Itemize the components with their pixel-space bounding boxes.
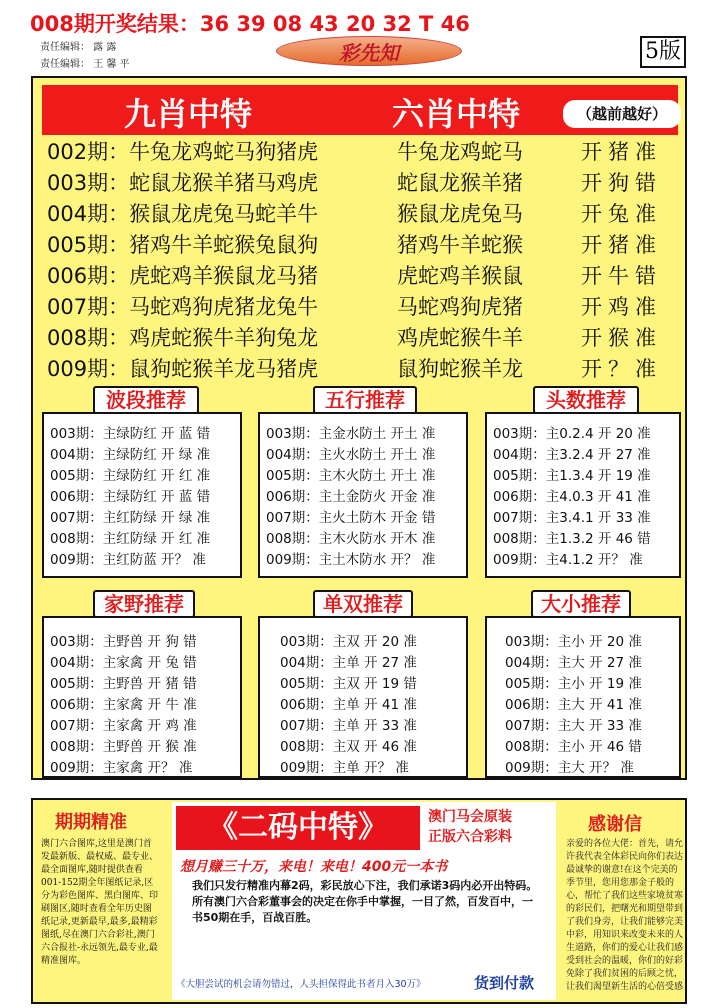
side-label-1: 澳门马会原装 xyxy=(428,809,512,825)
list-item: 007期：主家禽 开 鸡 准 xyxy=(50,718,197,734)
edition-badge: 5版 xyxy=(640,36,686,68)
list-item: 009期：主4.1.2 开？ 准 xyxy=(493,552,643,568)
section-title-domestic-wild: 家野推荐 xyxy=(93,590,195,618)
title-nine-zodiac: 九肖中特 xyxy=(124,95,253,133)
list-item: 008期：主小 开 46 错 xyxy=(505,739,642,755)
list-item: 007期：主单 开 33 准 xyxy=(280,718,417,734)
row-period: 007期：马蛇鸡狗虎猪龙兔牛 xyxy=(47,295,319,319)
row-result: 开猪准 xyxy=(581,140,662,164)
list-item: 005期：主1.3.4 开 19 准 xyxy=(493,468,651,484)
list-item: 004期：主绿防红 开 绿 准 xyxy=(50,447,211,463)
list-item: 006期：主单 开 41 准 xyxy=(280,697,417,713)
list-item: 004期：主单 开 27 准 xyxy=(280,655,417,671)
list-item: 008期：主1.3.2 开 46 错 xyxy=(493,531,651,547)
ad-body: 我们只发行精准内幕2码，彩民放心下注，我们承诺3码内必开出特码。所有澳门六合彩董事会的决定在你手中掌握，一目了然，百发百中，一书50期在手，百战百胜。 xyxy=(192,879,538,924)
list-item: 008期：主红防绿 开 红 准 xyxy=(50,531,211,547)
row-six: 虎蛇鸡羊猴鼠 xyxy=(397,264,523,288)
list-item: 003期：主0.2.4 开 20 准 xyxy=(493,426,651,442)
list-item: 007期：主火土防木 开金 错 xyxy=(266,510,436,526)
row-result: 开猴准 xyxy=(581,326,662,350)
list-item: 006期：主绿防红 开 蓝 错 xyxy=(50,489,211,505)
section-box-big-small xyxy=(485,616,681,778)
section-box-domestic-wild xyxy=(42,616,242,778)
row-period: 006期：虎蛇鸡羊猴鼠龙马猪 xyxy=(47,264,319,288)
row-six: 牛兔龙鸡蛇马 xyxy=(397,140,523,164)
list-item: 003期：主绿防红 开 蓝 错 xyxy=(50,426,211,442)
left-panel-title: 期期精准 xyxy=(55,812,127,833)
list-item: 005期：主野兽 开 猪 错 xyxy=(50,676,197,692)
list-item: 003期：主双 开 20 准 xyxy=(280,634,417,650)
list-item: 006期：主土金防火 开金 准 xyxy=(266,489,436,505)
cash-on-delivery: 货到付款 xyxy=(474,974,535,992)
row-result: 开狗错 xyxy=(581,171,662,195)
row-result: 开牛错 xyxy=(581,264,662,288)
right-panel-body: 亲爱的各位大佬：首先，请允许我代表全体彩民向你们表达最诚挚的谢意!在这个完美的季节里，您用您那金子般的心，帮忙了我们这些家境贫寒的彩民们，把曙光和期望带到了我们身旁，让我们能够完美中彩，用知识来改变未来的人生道路，你们的爱心让我们感受到社会的温暖，你们的好彩免除了我们贫困的后顾之忧，让我们渴望新生活的心倍受感 xyxy=(566,839,684,992)
list-item: 003期：主野兽 开 狗 错 xyxy=(50,634,197,650)
section-title-odd-even: 单双推荐 xyxy=(313,590,413,618)
list-item: 004期：主家禽 开 兔 错 xyxy=(50,655,197,671)
section-title-big-small: 大小推荐 xyxy=(531,590,631,618)
bottom-panel xyxy=(31,798,687,1004)
list-item: 003期：主金水防土 开土 准 xyxy=(266,426,436,442)
list-item: 005期：主绿防红 开 红 准 xyxy=(50,468,211,484)
section-box-odd-even xyxy=(258,616,468,778)
row-period: 009期：鼠狗蛇猴羊龙马猪虎 xyxy=(47,357,319,381)
list-item: 008期：主双 开 46 准 xyxy=(280,739,417,755)
side-label-2: 正版六合彩料 xyxy=(428,829,512,845)
section-box-five-elements xyxy=(258,412,468,578)
section-box-wave xyxy=(42,412,242,578)
section-title-five-elements: 五行推荐 xyxy=(313,386,417,414)
row-period: 003期：蛇鼠龙猴羊猪马鸡虎 xyxy=(47,171,319,195)
list-item: 005期：主双 开 19 错 xyxy=(280,676,417,692)
section-title-wave: 波段推荐 xyxy=(93,386,199,414)
list-item: 005期：主木火防土 开土 准 xyxy=(266,468,436,484)
row-six: 蛇鼠龙猴羊猪 xyxy=(397,171,523,195)
list-item: 006期：主大 开 41 准 xyxy=(505,697,642,713)
list-item: 009期：主土木防水 开？ 准 xyxy=(266,552,436,568)
row-six: 马蛇鸡狗虎猪 xyxy=(397,295,523,319)
center-ad xyxy=(172,802,556,1000)
brand-logo: 彩先知 xyxy=(276,36,462,66)
row-six: 鼠狗蛇猴羊龙 xyxy=(397,357,523,381)
editor-line-1: 责任编辑： 露 露 xyxy=(40,42,117,53)
two-code-banner: 《二码中特》 xyxy=(176,806,420,850)
list-item: 007期：主大 开 33 准 xyxy=(505,718,642,734)
slogan: 想月赚三十万，来电！来电！400元一本书 xyxy=(180,859,448,875)
row-period: 008期：鸡虎蛇猴牛羊狗兔龙 xyxy=(47,326,319,350)
row-period: 005期：猪鸡牛羊蛇猴兔鼠狗 xyxy=(47,233,319,257)
row-six: 鸡虎蛇猴牛羊 xyxy=(397,326,523,350)
list-item: 007期：主3.4.1 开 33 准 xyxy=(493,510,651,526)
list-item: 005期：主小 开 19 准 xyxy=(505,676,642,692)
section-box-head-number xyxy=(485,412,681,578)
title-note: （越前越好） xyxy=(563,100,681,128)
editor-line-2: 责任编辑： 王 馨 平 xyxy=(40,59,130,70)
list-item: 008期：主野兽 开 猴 准 xyxy=(50,739,197,755)
row-six: 猴鼠龙虎兔马 xyxy=(397,202,523,226)
list-item: 009期：主红防蓝 开？ 准 xyxy=(50,552,206,568)
list-item: 003期：主小 开 20 准 xyxy=(505,634,642,650)
row-result: 开？准 xyxy=(581,357,662,381)
row-period: 002期：牛兔龙鸡蛇马狗猪虎 xyxy=(47,140,319,164)
list-item: 009期：主单 开？ 准 xyxy=(280,760,409,776)
ad-note: 《大胆尝试的机会请勿错过，人头担保得此书者月入30万》 xyxy=(176,979,426,990)
title-six-zodiac: 六肖中特 xyxy=(392,95,521,133)
list-item: 006期：主家禽 开 牛 准 xyxy=(50,697,197,713)
row-result: 开猪准 xyxy=(581,233,662,257)
list-item: 007期：主红防绿 开 绿 准 xyxy=(50,510,211,526)
row-result: 开兔准 xyxy=(581,202,662,226)
left-panel-body: 澳门六合图库,这里是澳门首发最新版、最权威、最专业、最全面图库,随时提供查看001-152期全年图纸记录,区分为彩色图库、黑白图库、印刷图区,随时查看全年历史图纸记录,更新最早,最多,最精彩图纸,尽在澳门六合彩社,澳门六合报社-永远领先,最专业,最精准图库。 xyxy=(41,839,159,966)
list-item: 009期：主家禽 开？ 准 xyxy=(50,760,193,776)
list-item: 006期：主4.0.3 开 41 准 xyxy=(493,489,651,505)
section-title-head-number: 头数推荐 xyxy=(533,386,639,414)
main-panel xyxy=(31,76,687,780)
row-result: 开鸡准 xyxy=(581,295,662,319)
list-item: 004期：主火水防土 开土 准 xyxy=(266,447,436,463)
result-header: 008期开奖结果：36 39 08 43 20 32 T 46 xyxy=(30,12,470,36)
list-item: 008期：主木火防水 开木 准 xyxy=(266,531,436,547)
list-item: 004期：主3.2.4 开 27 准 xyxy=(493,447,651,463)
row-six: 猪鸡牛羊蛇猴 xyxy=(397,233,523,257)
right-panel-title: 感谢信 xyxy=(588,814,642,835)
list-item: 004期：主大 开 27 准 xyxy=(505,655,642,671)
row-period: 004期：猴鼠龙虎兔马蛇羊牛 xyxy=(47,202,319,226)
list-item: 009期：主大 开？ 准 xyxy=(505,760,634,776)
